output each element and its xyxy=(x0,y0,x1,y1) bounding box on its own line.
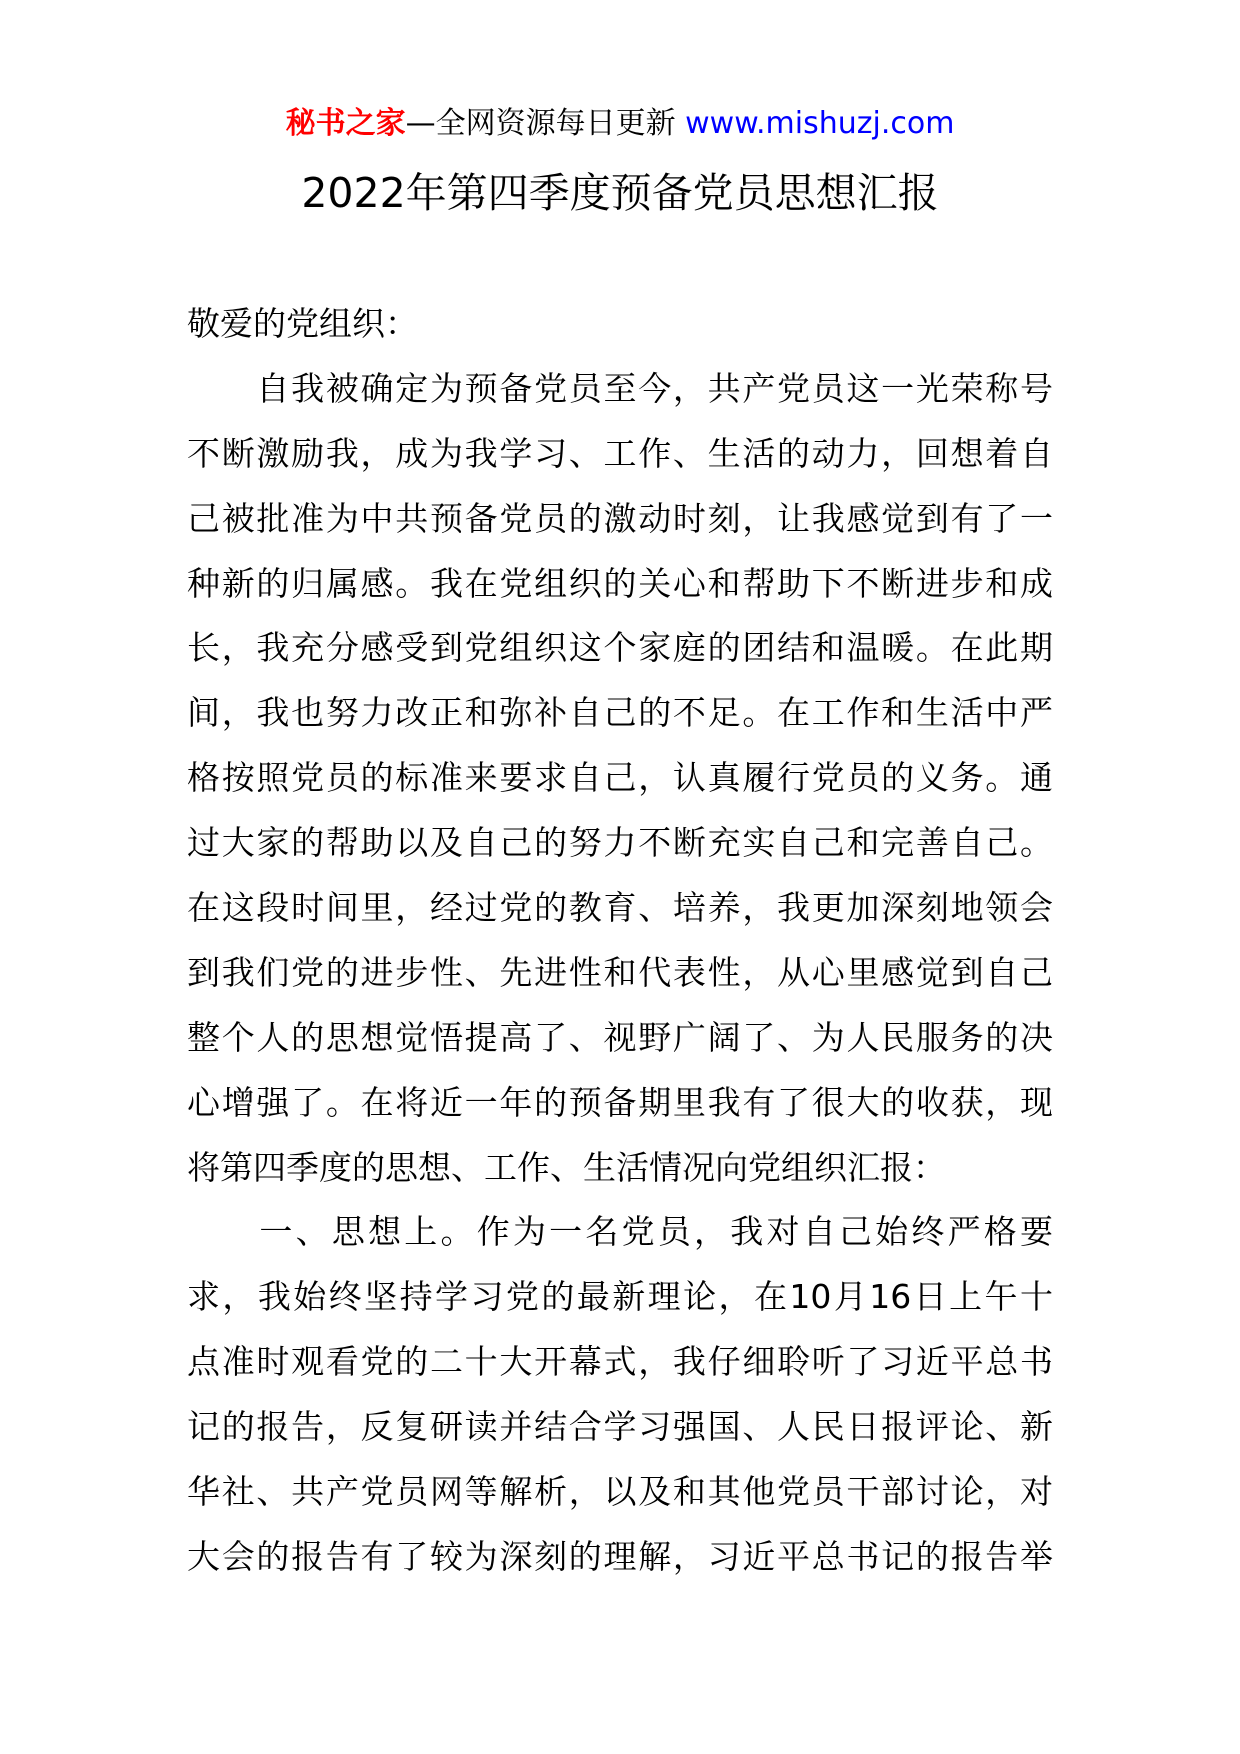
body-line: 一、思想上。作为一名党员，我对自己始终严格要 xyxy=(187,1212,1053,1252)
document-body xyxy=(187,292,1053,1590)
site-url-link[interactable]: www.mishuzj.com xyxy=(685,106,955,141)
body-line: 记的报告，反复研读并结合学习强国、人民日报评论、新 xyxy=(187,1407,1053,1447)
body-line: 种新的归属感。我在党组织的关心和帮助下不断进步和成 xyxy=(187,563,1053,603)
body-line: 求，我始终坚持学习党的最新理论，在10月16日上午十 xyxy=(187,1277,1053,1317)
body-line: 华社、共产党员网等解析，以及和其他党员干部讨论，对 xyxy=(187,1472,1053,1512)
body-line: 不断激励我，成为我学习、工作、生活的动力，回想着自 xyxy=(187,433,1053,473)
document-title: 2022年第四季度预备党员思想汇报 xyxy=(301,169,939,217)
body-line: 格按照党员的标准来要求自己，认真履行党员的义务。通 xyxy=(187,758,1053,798)
body-line: 己被批准为中共预备党员的激动时刻，让我感觉到有了一 xyxy=(187,498,1053,538)
body-line: 将第四季度的思想、工作、生活情况向党组织汇报： xyxy=(187,1147,946,1187)
body-line: 点准时观看党的二十大开幕式，我仔细聆听了习近平总书 xyxy=(187,1342,1053,1382)
body-line: 整个人的思想觉悟提高了、视野广阔了、为人民服务的决 xyxy=(187,1017,1053,1057)
body-line: 心增强了。在将近一年的预备期里我有了很大的收获，现 xyxy=(187,1082,1053,1122)
body-line: 自我被确定为预备党员至今，共产党员这一光荣称号 xyxy=(187,368,1053,408)
brand-name: 秘书之家 xyxy=(285,106,406,141)
body-line: 间，我也努力改正和弥补自己的不足。在工作和生活中严 xyxy=(187,693,1053,733)
body-line: 在这段时间里，经过党的教育、培养，我更加深刻地领会 xyxy=(187,888,1053,928)
salutation: 敬爱的党组织： xyxy=(187,304,418,343)
body-line: 过大家的帮助以及自己的努力不断充实自己和完善自己。 xyxy=(187,823,1053,863)
header-tagline: —全网资源每日更新 xyxy=(405,106,676,141)
site-header xyxy=(0,102,1240,146)
body-line: 大会的报告有了较为深刻的理解，习近平总书记的报告举 xyxy=(187,1536,1053,1576)
body-line: 到我们党的进步性、先进性和代表性，从心里感觉到自己 xyxy=(187,952,1053,992)
body-line: 长，我充分感受到党组织这个家庭的团结和温暖。在此期 xyxy=(187,628,1053,668)
